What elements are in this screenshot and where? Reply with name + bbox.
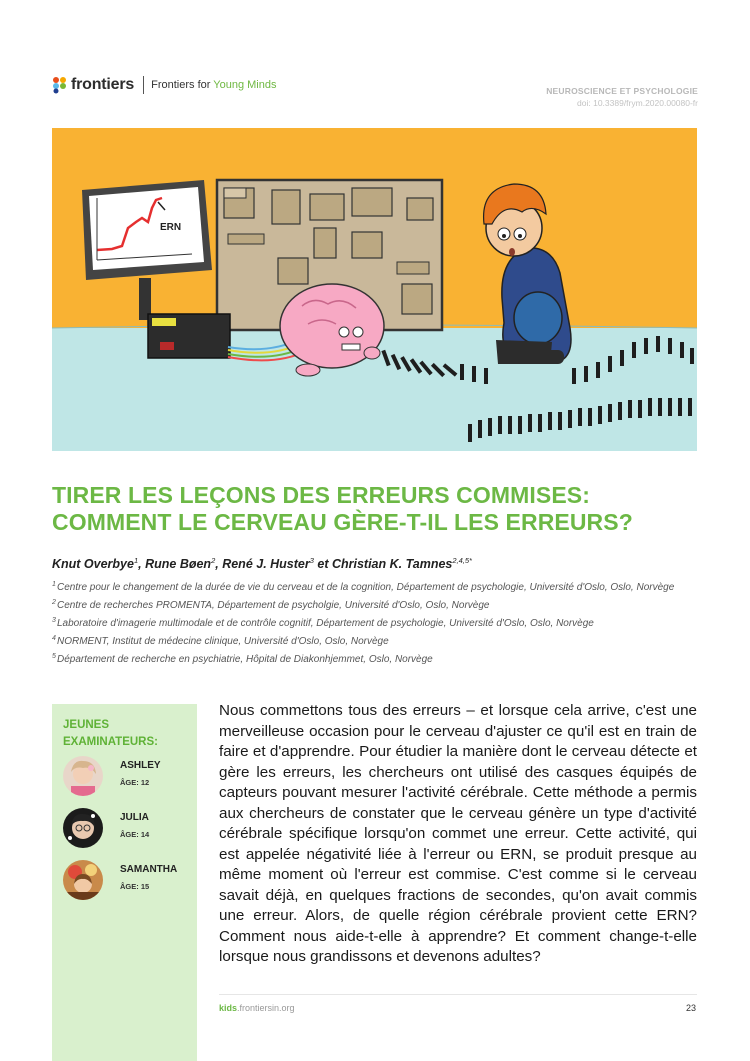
affiliation: [52, 635, 702, 648]
frontiers-logo-icon: [52, 76, 67, 94]
reviewer-age: ÂGE: 15: [120, 882, 150, 891]
reviewer-name: SAMANTHA: [120, 864, 178, 875]
reviewer-age: ÂGE: 14: [120, 830, 150, 839]
frontiers-logo[interactable]: [52, 76, 276, 94]
article-title: [52, 482, 702, 536]
author-affiliation-ref: 3: [309, 556, 314, 565]
reviewer-card: [63, 860, 193, 902]
affiliation-text: Centre pour le changement de la durée de vie du cerveau et de la cognition, Département de psychologie, Université d'Oslo, Oslo, Norvège: [57, 582, 675, 593]
author-name[interactable]: Rune Bøen: [145, 557, 212, 572]
brand-name: frontiers: [71, 76, 135, 93]
footer-site-bold: kids: [219, 1003, 238, 1013]
article-illustration: [52, 128, 697, 451]
young-reviewers-panel: [52, 704, 197, 1061]
affiliation: [52, 581, 702, 594]
author-separator: et: [313, 557, 332, 572]
article-meta: [546, 86, 698, 108]
reviewer-card: [63, 756, 193, 798]
section-label: NEUROSCIENCE ET PSYCHOLOGIE: [546, 86, 698, 96]
author-affiliation-ref: 2: [211, 556, 216, 565]
affiliation: [52, 653, 702, 666]
article-title-line-2: COMMENT LE CERVEAU GÈRE-T-IL LES ERREURS?: [52, 509, 633, 535]
reviewer-card: [63, 808, 193, 850]
doi-label: doi: 10.3389/frym.2020.00080-fr: [577, 98, 698, 108]
reviewer-avatar: [63, 756, 103, 796]
author-name[interactable]: Christian K. Tamnes: [331, 557, 453, 572]
affiliation: [52, 599, 702, 612]
affiliation-text: Centre de recherches PROMENTA, Département de psycholgie, Université d'Oslo, Oslo, Norvège: [57, 600, 490, 611]
author-separator: ,: [138, 557, 146, 572]
reviewer-name: ASHLEY: [120, 760, 161, 771]
affiliation-text: Département de recherche en psychiatrie, Hôpital de Diakonhjemmet, Oslo, Norvège: [57, 654, 433, 665]
ern-label: ERN: [160, 222, 182, 233]
journal-name: [151, 79, 276, 91]
reviewer-avatar: [63, 808, 103, 848]
affiliation: [52, 617, 702, 630]
article-title-line-1: TIRER LES LEÇONS DES ERREURS COMMISES:: [52, 482, 590, 508]
logo-divider: [143, 76, 144, 94]
affiliation-text: NORMENT, Institut de médecine clinique, Université d'Oslo, Oslo, Norvège: [57, 636, 389, 647]
footer-divider: [219, 994, 697, 995]
author-separator: ,: [215, 557, 223, 572]
affiliation-number: 5: [52, 653, 56, 660]
journal-name-highlight: Young Minds: [213, 79, 277, 91]
reviewer-name: JULIA: [120, 812, 149, 823]
author-name[interactable]: Knut Overbye: [52, 557, 134, 572]
reviewer-age: ÂGE: 12: [120, 778, 150, 787]
amplifier-box: [148, 314, 230, 358]
affiliation-number: 3: [52, 617, 56, 624]
author-list: [52, 556, 702, 571]
journal-name-prefix: Frontiers for: [151, 79, 211, 91]
abstract-text: Nous commettons tous des erreurs – et lorsque cela arrive, c'est une merveilleuse occasion pour le cerveau d'ajuster ce qu'il est en train de faire et d'apprendre. Pour étudier la manière dont le cerveau détecte et gère les erreurs, les chercheurs ont utilisé des casques équipés de capteurs pouvant mesurer l'activité cérébrale. Cette méthode a permis aux chercheurs de constater que le cerveau génère un type d'activité cérébrale spécifique lorsqu'on commet une erreur. Cette activité, qui est appelée négativité liée à l'erreur ou ERN, se produit presque au même moment où l'erreur est commise. C'est comme si le cerveau savait déjà, en quelques fractions de secondes, qu'on avait commis une erreur. Alors, de quelle région cérébrale provient cette ERN? Comment nous aide-t-elle à apprendre? Et comment change-t-elle lorsque nous grandissons et devenons adultes?: [219, 702, 697, 965]
affiliation-text: Laboratoire d'imagerie multimodale et de contrôle cognitif, Département de psychologie, Université d'Oslo, Oslo, Norvège: [57, 618, 594, 629]
reviewer-avatar: [63, 860, 103, 900]
affiliation-number: 1: [52, 581, 56, 588]
affiliation-list: [52, 581, 702, 671]
author-affiliation-ref: 1: [133, 556, 139, 565]
author-name[interactable]: René J. Huster: [222, 557, 310, 572]
page-header: [52, 76, 698, 112]
reviewers-heading: JEUNES EXAMINATEURS:: [63, 719, 158, 748]
author-affiliation-ref: 2,4,5*: [452, 556, 472, 565]
footer-site-rest: .frontiersin.org: [237, 1003, 295, 1013]
affiliation-number: 2: [52, 599, 56, 606]
affiliation-number: 4: [52, 635, 56, 642]
footer-site-link[interactable]: [219, 1003, 295, 1013]
page-number: 23: [686, 1003, 697, 1013]
